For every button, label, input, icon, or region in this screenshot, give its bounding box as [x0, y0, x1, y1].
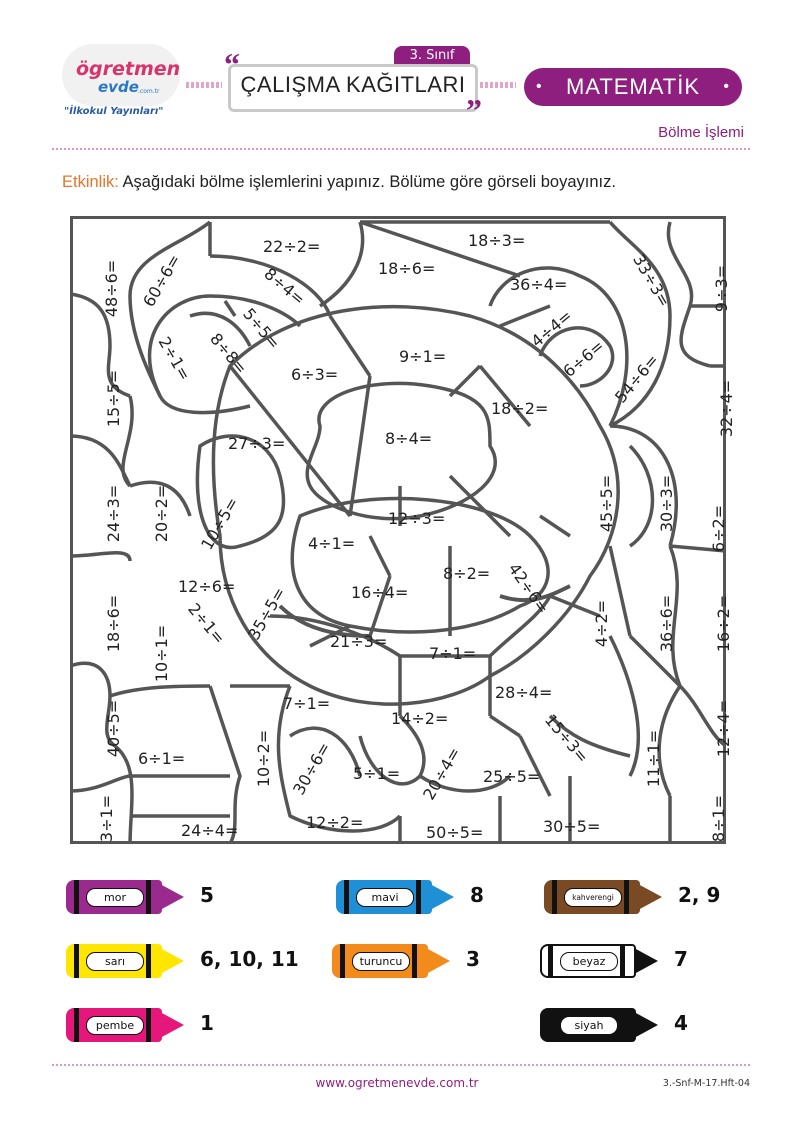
legend-values: 3: [466, 947, 480, 971]
crayon-7: [540, 1008, 660, 1042]
crayon-tip-icon: [634, 948, 658, 974]
crayon-color-label: mavi: [356, 888, 414, 907]
puzzle-cell-expression: 16÷4=: [351, 583, 409, 602]
puzzle-cell-expression: 35÷5=: [244, 583, 290, 644]
puzzle-cell-expression: 14÷2=: [391, 709, 449, 728]
puzzle-cell-expression: 21÷3=: [330, 632, 388, 651]
puzzle-cell-expression: 10÷5=: [197, 493, 243, 554]
puzzle-cell-expression: 30÷5=: [543, 817, 601, 836]
puzzle-cell-expression: 42÷6=: [504, 559, 553, 618]
puzzle-cell-expression: 10÷2=: [254, 729, 274, 788]
crayon-tip-icon: [160, 1012, 184, 1038]
crayon-tip-icon: [634, 1012, 658, 1038]
puzzle-cell-expression: 22÷2=: [263, 237, 321, 256]
crayon-stripe: [548, 1008, 553, 1042]
worksheet-title: ÇALIŞMA KAĞITLARI: [240, 72, 466, 97]
legend-values: 2, 9: [678, 883, 721, 907]
puzzle-cell-expression: 50÷5=: [426, 823, 484, 842]
puzzle-cell-expression: 11÷1=: [644, 729, 664, 788]
crayon-3: [66, 944, 186, 978]
puzzle-cell-expression: 30÷3=: [657, 474, 677, 533]
puzzle-cell-expression: 27÷3=: [228, 434, 286, 453]
footer-url[interactable]: www.ogretmenevde.com.tr: [315, 1076, 479, 1090]
puzzle-cell-expression: 10÷1=: [152, 624, 172, 683]
puzzle-cell-expression: 25÷5=: [483, 767, 541, 786]
puzzle-cell-expression: 4÷1=: [308, 534, 356, 553]
puzzle-cell-expression: 60÷6=: [139, 250, 185, 311]
crayon-2: [544, 880, 664, 914]
puzzle-cell-expression: 18÷6=: [104, 594, 124, 653]
puzzle-cell-expression: 8÷4=: [260, 264, 309, 309]
puzzle-cell-expression: 6÷6=: [559, 336, 608, 381]
puzzle-cell-expression: 18÷2=: [491, 399, 549, 418]
puzzle-cell-expression: 4÷4=: [527, 306, 576, 351]
crayon-stripe: [74, 944, 79, 978]
footer-code: 3.-Snf-M-17.Hft-04: [662, 1078, 750, 1089]
puzzle-cell-expression: 9÷3=: [712, 264, 732, 313]
crayon-color-label: mor: [86, 888, 144, 907]
legend-values: 4: [674, 1011, 688, 1035]
puzzle-cell-expression: 4÷2=: [592, 599, 612, 648]
topic-label: Bölme İşlemi: [658, 124, 744, 141]
crayon-stripe: [146, 944, 151, 978]
puzzle-cell-expression: 16÷2=: [714, 594, 734, 653]
puzzle-cell-expression: 12÷6=: [178, 577, 236, 596]
puzzle-cell-expression: 5÷5=: [239, 304, 285, 353]
puzzle-cell-expression: 48÷6=: [102, 259, 122, 318]
coloring-puzzle: [70, 216, 737, 844]
crayon-stripe: [620, 1008, 625, 1042]
crayon-stripe: [416, 880, 421, 914]
puzzle-cell-expression: 3÷1=: [97, 794, 117, 843]
puzzle-cell-expression: 20÷4=: [419, 743, 465, 804]
crayon-color-label: siyah: [560, 1016, 618, 1035]
crayon-color-label: kahverengi: [564, 888, 622, 907]
quote-close-icon: ”: [466, 92, 482, 128]
crayon-tip-icon: [426, 948, 450, 974]
puzzle-cell-expression: 6÷3=: [291, 365, 339, 384]
quote-open-icon: “: [224, 46, 240, 82]
puzzle-cell-expression: 15÷3=: [540, 710, 593, 767]
puzzle-cell-expression: 40÷5=: [104, 699, 124, 758]
puzzle-cell-expression: 8÷2=: [443, 564, 491, 583]
puzzle-cell-expression: 2÷1=: [154, 333, 195, 384]
puzzle-cell-expression: 36÷4=: [510, 275, 568, 294]
header-arrow-right: [480, 82, 516, 88]
header-arrow-left: [186, 82, 222, 88]
legend-values: 8: [470, 883, 484, 907]
puzzle-cell-expression: 54÷6=: [610, 350, 663, 407]
puzzle-cell-expression: 36÷6=: [657, 594, 677, 653]
grade-tab: 3. Sınıf: [394, 46, 470, 66]
crayon-5: [540, 944, 660, 978]
crayon-stripe: [146, 1008, 151, 1042]
publisher-logo: [62, 40, 182, 122]
puzzle-cell-expression: 24÷3=: [104, 484, 124, 543]
instruction-label: Etkinlik:: [62, 173, 119, 191]
legend-values: 7: [674, 947, 688, 971]
instruction-text: Aşağıdaki bölme işlemlerini yapınız. Bölüme göre görseli boyayınız.: [118, 173, 616, 191]
legend-values: 1: [200, 1011, 214, 1035]
puzzle-cell-expression: 18÷3=: [468, 231, 526, 250]
puzzle-cell-expression: 15÷5=: [104, 369, 124, 428]
legend-values: 5: [200, 883, 214, 907]
crayon-stripe: [146, 880, 151, 914]
crayon-tip-icon: [160, 948, 184, 974]
logo-text-2: evde: [98, 78, 139, 96]
puzzle-cell-expression: 7÷1=: [283, 694, 331, 713]
puzzle-cell-expression: 20÷2=: [152, 484, 172, 543]
puzzle-cell-expression: 7÷1=: [429, 644, 477, 663]
crayon-stripe: [552, 880, 557, 914]
puzzle-cell-expression: 33÷3=: [629, 250, 675, 311]
crayon-color-label: pembe: [86, 1016, 144, 1035]
puzzle-cell-expression: 5÷1=: [353, 764, 401, 783]
puzzle-cell-expression: 12÷3=: [388, 509, 446, 528]
crayon-tip-icon: [638, 884, 662, 910]
puzzle-cell-expression: 8÷1=: [709, 794, 729, 843]
puzzle-cell-expression: 2÷1=: [184, 599, 230, 648]
puzzle-cell-expression: 8÷8=: [206, 329, 252, 378]
crayon-color-label: beyaz: [560, 952, 618, 971]
crayon-tip-icon: [160, 884, 184, 910]
crayon-1: [336, 880, 456, 914]
logo-domain: .com.tr: [138, 88, 160, 95]
crayon-stripe: [412, 944, 417, 978]
logo-tagline: "İlkokul Yayınları": [64, 106, 164, 117]
crayon-stripe: [340, 944, 345, 978]
crayon-stripe: [344, 880, 349, 914]
legend-values: 6, 10, 11: [200, 947, 299, 971]
puzzle-cell-expression: 45÷5=: [597, 474, 617, 533]
crayon-tip-icon: [430, 884, 454, 910]
crayon-4: [332, 944, 452, 978]
puzzle-cell-expression: 8÷4=: [385, 429, 433, 448]
puzzle-cell-expression: 32÷4=: [717, 379, 737, 438]
puzzle-cell-expression: 9÷1=: [399, 347, 447, 366]
crayon-6: [66, 1008, 186, 1042]
crayon-stripe: [624, 880, 629, 914]
puzzle-cell-expression: 24÷4=: [181, 821, 239, 840]
crayon-stripe: [620, 944, 625, 978]
logo-text-1: ögretmen: [76, 58, 181, 80]
puzzle-cell-expression: 28÷4=: [495, 683, 553, 702]
crayon-color-label: sarı: [86, 952, 144, 971]
crayon-0: [66, 880, 186, 914]
subject-badge: • MATEMATİK •: [524, 68, 742, 106]
puzzle-cell-expression: 30÷6=: [289, 738, 335, 799]
divider-bottom: [52, 1064, 750, 1066]
puzzle-cell-expression: 6÷1=: [138, 749, 186, 768]
crayon-color-label: turuncu: [352, 952, 410, 971]
puzzle-cell-expression: 12÷2=: [306, 813, 364, 832]
crayon-stripe: [74, 880, 79, 914]
crayon-stripe: [548, 944, 553, 978]
crayon-stripe: [74, 1008, 79, 1042]
instruction: [62, 173, 616, 192]
puzzle-cell-expression: 6÷2=: [709, 504, 729, 553]
puzzle-cell-expression: 18÷6=: [378, 259, 436, 278]
puzzle-cell-expression: 12÷4=: [714, 699, 734, 758]
divider-top: [52, 148, 750, 150]
